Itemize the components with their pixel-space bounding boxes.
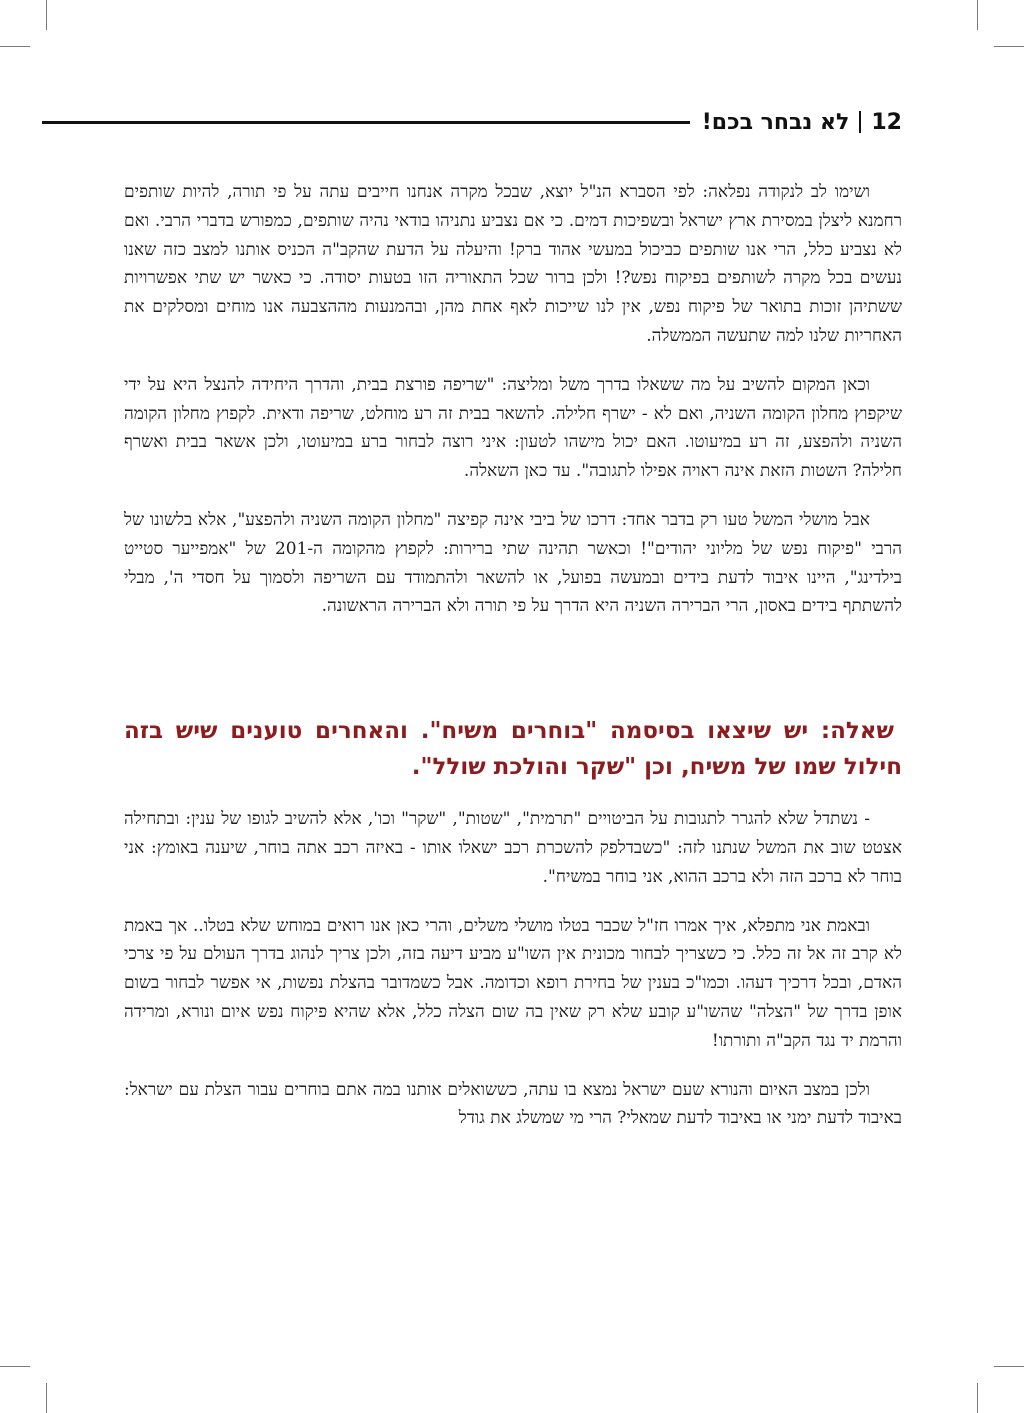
book-title: לא נבחר בכם! [701,109,850,135]
crop-mark [46,0,47,30]
crop-mark [994,1366,1024,1367]
header-rule [42,121,690,124]
crop-mark [994,46,1024,47]
answer-paragraph: - נשתדל שלא להגרר לתגובות על הביטויים "תרמית", "שטות", "שקר" וכו', אלא להשיב לגופו של ענין: ובתחילה אצטט שוב את המשל שנתנו לזה: "כשבדלפק להשכרת רכב ישאלו אותו - באיזה רכב אתה בוחר, שיענה באומץ: אני בוחר לא ברכב הזה ולא ברכב ההוא, אני בוחר במשיח". [124,809,902,887]
crop-mark [977,0,978,30]
body-paragraph: ובאמת אני מתפלא, איך אמרו חז"ל שכבר בטלו מושלי משלים, והרי כאן אנו רואים במוחש שלא בטלו.. אך באמת לא קרב זה אל זה כלל. כי כשצריך לבחור מכונית אין השו"ע מביע דיעה בזה, ולכן צריך לנהוג בדרך העולם על פי צרכי האדם, ובכל דרכיך דעהו. וכמו"כ בענין של בחירת רופא וכדומה. אבל כשמדובר בהצלת נפשות, אי אפשר לבחור בשום אופן בדרך של "הצלה" שהשו"ע קובע שלא רק שאין בה שום הצלה כלל, אלא שהיא פיקוח נפש איום ונורא, ומרידה והרמת יד נגד הקב"ה ותורתו! [124,915,902,1051]
crop-mark [0,1366,30,1367]
crop-mark [46,1383,47,1413]
body-paragraph: וכאן המקום להשיב על מה ששאלו בדרך משל ומליצה: "שריפה פורצת בבית, והדרך היחידה להנצל היא על ידי שיקפוץ מחלון הקומה השניה, ואם לא - ישרף חלילה. להשאר בבית זה רע מוחלט, שריפה ודאית. לקפוץ מחלון הקומה השניה ולהפצע, זה רע במיעוטו. האם יכול מישהו לטעון: איני רוצה לבחור ברע במיעוטו, ולכן אשאר בבית ואשרף חלילה? השטות הזאת אינה ראויה אפילו לתגובה". עד כאן השאלה. [124,374,902,482]
body-paragraph: ושימו לב לנקודה נפלאה: לפי הסברא הנ"ל יוצא, שבכל מקרה אנחנו חייבים עתה על פי תורה, להיות שותפים רחמנא ליצלן במסירת ארץ ישראל ובשפיכות דמים. כי אם נצביע נתניהו בודאי נהיה שותפים, כמפורש בדברי הרבי. ואם לא נצביע כלל, הרי אנו שותפים כביכול במעשי אהוד ברק! והיעלה על הדעת שהקב"ה הכניס אותנו למצב כזה שאנו נעשים בכל מקרה לשותפים בפיקוח נפש?! ולכן ברור שכל התאוריה הזו בטעות יסודה. כי כאשר יש שתי אפשרויות ששתיהן זוכות בתואר של פיקוח נפש, אין לנו שייכות לאף אחת מהן, ובהמנעות מההצבעה אנו מוחים ומסלקים את האחריות שלנו למה שתעשה הממשלה. [124,182,902,346]
body-paragraph: ולכן במצב האיום והנורא שעם ישראל נמצא בו עתה, כששואלים אותנו במה אתם בוחרים עבור הצלת עם ישראל: באיבוד לדעת ימני או באיבוד לדעת שמאלי? הרי מי שמשלג את גודל [124,1079,902,1129]
page-number: 12 [871,109,902,135]
body-paragraph: אבל מושלי המשל טעו רק בדבר אחד: דרכו של ביבי אינה קפיצה "מחלון הקומה השניה ולהפצע", אלא בלשונו של הרבי "פיקוח נפש של מליוני יהודים"! וכאשר תהינה שתי ברירות: לקפוץ מהקומה ה-201 של "אמפייער סטייט בילדינג", היינו איבוד לדעת בידים ובמעשה בפועל, או להשאר ולהתמודד עם השריפה ולסמוך על חסדי ה', מבלי להשתתף בידים באסון, הרי הברירה השניה היא הדרך על פי תורה ולא הברירה הראשונה. [124,509,902,617]
page-body [124,178,902,1153]
crop-mark [977,1383,978,1413]
question-heading: שאלה: יש שיצאו בסיסמה "בוחרים משיח". והאחרים טוענים שיש בזה חילול שמו של משיח, וכן "שקר והולכת שולל". [124,718,902,781]
running-header [42,104,902,140]
header-separator [859,111,861,133]
crop-mark [0,46,30,47]
